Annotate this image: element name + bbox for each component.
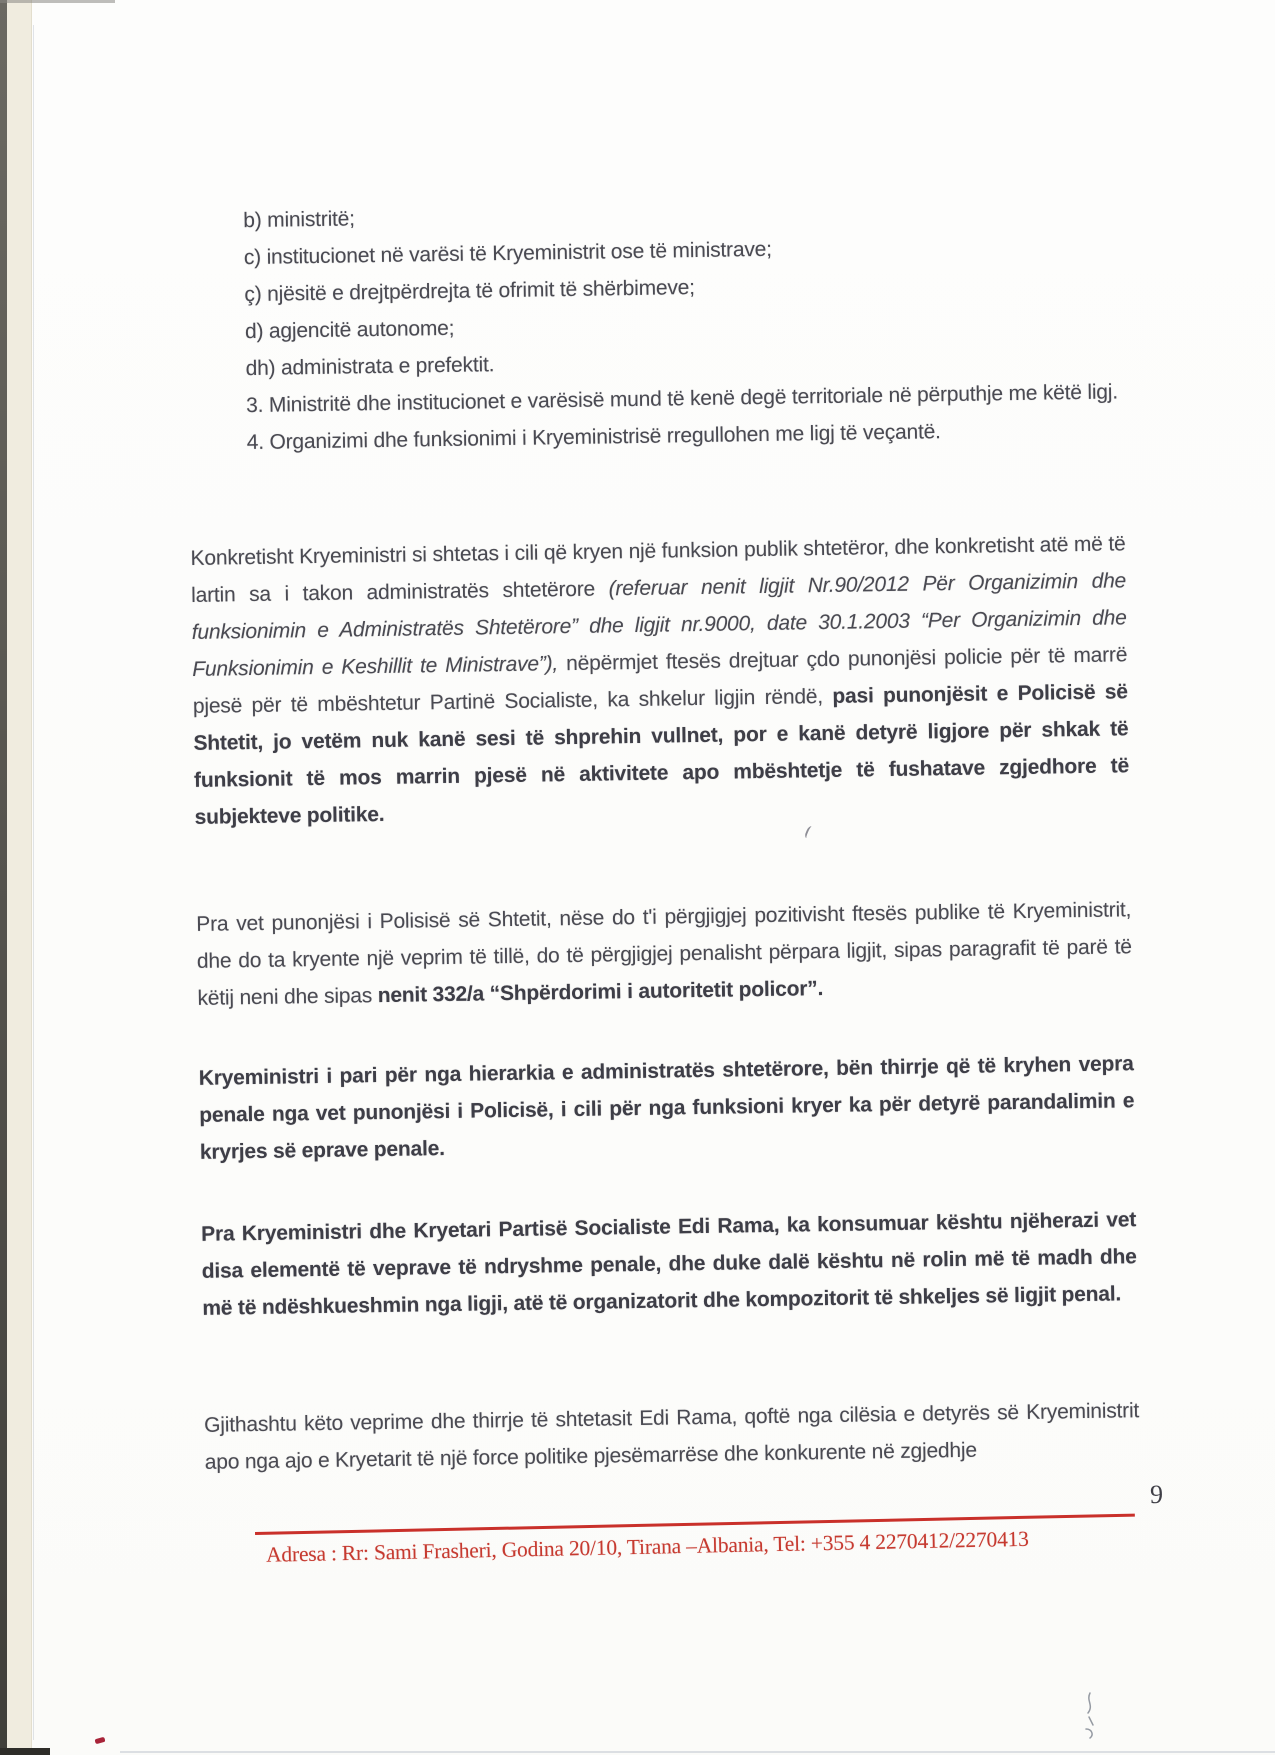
scan-edge-paper-strip: [7, 0, 32, 1755]
list-item: 4. Organizimi dhe funksionimi i Kryeministrisë rregullohen me ligj të veçantë.: [246, 420, 941, 455]
lettered-list: [243, 188, 1124, 461]
list-item: 3. Ministritë dhe institucionet e varësisë mund të kenë degë territoriale në përputhje me këtë ligj.: [246, 380, 1119, 418]
body-paragraph-2: [196, 891, 1133, 1017]
text-run-normal: Pra vet punonjësi i Polisisë së Shtetit, nëse do t'i përgjigjej pozitivisht ftesës publike të Kryeministrit, dhe do ta kryente një veprim të tillë, do të përgjigjej penalisht përpara ligjit, sipas paragrafit të parë të këtij neni dhe sipas: [196, 898, 1132, 1010]
list-item: ç) njësitë e drejtpërdrejta të ofrimit të shërbimeve;: [244, 276, 696, 307]
text-run-bold: pasi punonjësit e Policisë së Shtetit, jo vetëm nuk kanë sesi të shprehin vullnet, por e kanë detyrë ligjore për shkak të funksionit të mos marrin pjesë në aktivitete apo mbështetje të fushatave zgjedhore të subjekteve politike.: [193, 680, 1130, 829]
list-item: dh) administrata e prefektit.: [245, 353, 495, 381]
list-item: c) institucionet në varësi të Kryeministrit ose të ministrave;: [243, 237, 772, 270]
red-ink-dot: [95, 1737, 106, 1744]
footer: [255, 1514, 1136, 1568]
text-run-bold: Kryeministri i pari për nga hierarkia e administratës shtetërore, bën thirrje që të kryhen vepra penale nga vet punonjësi i Policisë, i cili për nga funksioni kryer ka për detyrë parandalimin e kryrjes së eprave penale.: [198, 1052, 1135, 1164]
footer-address: Adresa : Rr: Sami Frasheri, Godina 20/10, Tirana –Albania, Tel: +355 4 2270412/2270413: [265, 1526, 1029, 1567]
text-run-bold: nenit 332/a “Shpërdorimi i autoritetit policor”.: [377, 977, 824, 1008]
text-run-normal: Konkretisht Kryeministri si shtetas i cili që kryen një funksion publik shtetëror, dhe konkretisht atë më të lartin sa i takon administratës shtetërore: [190, 532, 1126, 607]
scan-edge-dark-strip: [0, 0, 7, 1755]
scan-bottom-corner-bar: [0, 1748, 50, 1755]
pen-scribble-mark: [1078, 1690, 1100, 1742]
body-paragraph-1: [190, 525, 1130, 836]
text-run-normal: nëpërmjet ftesës drejtuar çdo punonjësi policie për të marrë pjesë për të mbështetur Partinë Socialiste, ka shkelur ligjin rëndë,: [192, 643, 1128, 718]
document-body: [185, 188, 1145, 1503]
body-paragraph-5: [204, 1392, 1140, 1481]
scan-bottom-edge-line: [120, 1751, 1275, 1753]
list-item: b) ministritë;: [243, 207, 356, 233]
list-item: d) agjencitë autonome;: [244, 316, 455, 344]
scan-edge-faint-line: [33, 25, 34, 1740]
text-run-normal: Gjithashtu këto veprime dhe thirrje të shtetasit Edi Rama, qoftë nga cilësia e detyrës së Kryeministrit apo nga ajo e Kryetarit të një force politike pjesëmarrëse dhe konkurente në zgjedhje: [204, 1399, 1140, 1474]
text-run-italic: (referuar nenit ligjit Nr.90/2012 Për Organizimin dhe funksionimin e Administratës Shtetërore” dhe ligjit nr.9000, date 30.1.2003 “Per Organizimin dhe Funksionimin e Keshillit te Ministrave”),: [191, 569, 1127, 681]
text-run-bold: Pra Kryeministri dhe Kryetari Partisë Socialiste Edi Rama, ka konsumuar kështu njëherazi vet disa elementë të veprave të ndryshme penale, dhe duke dalë kështu në rolin më të madh dhe më të ndëshkueshmin nga ligji, atë të organizatorit dhe kompozitorit të shkeljes së ligjit penal.: [201, 1208, 1137, 1320]
body-paragraph-4: [201, 1201, 1138, 1327]
scan-top-corner-line: [0, 0, 115, 3]
page-number: 9: [1150, 1480, 1163, 1509]
body-paragraph-3: [198, 1045, 1135, 1171]
